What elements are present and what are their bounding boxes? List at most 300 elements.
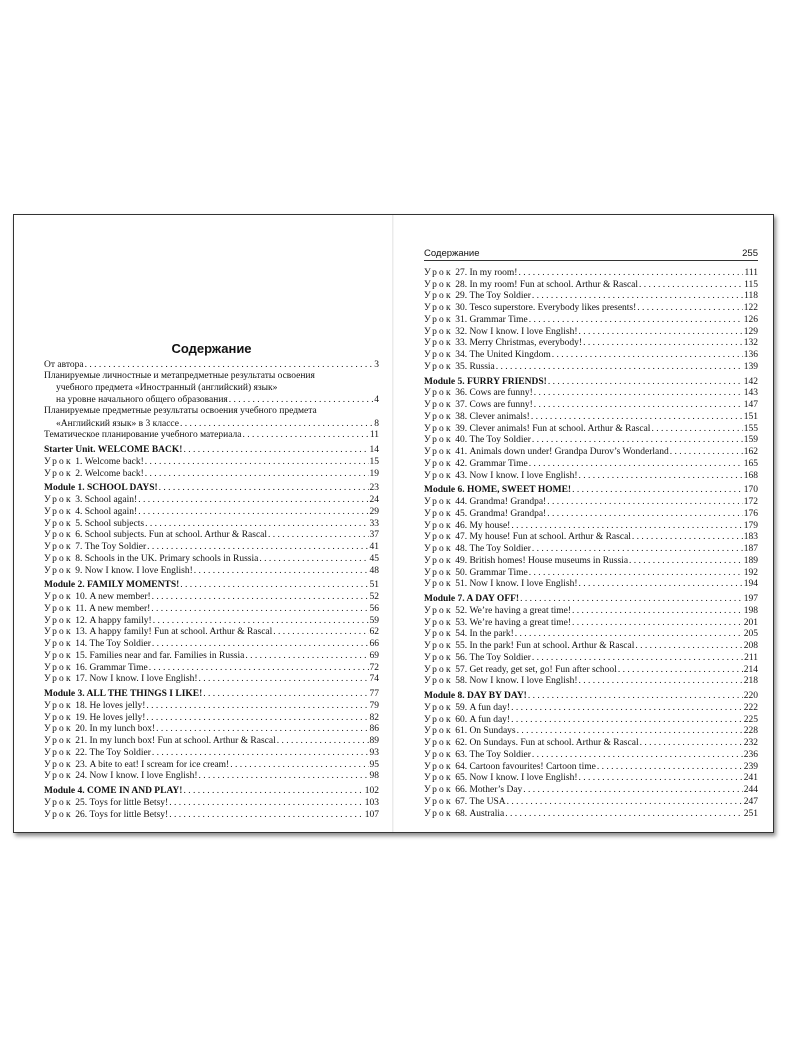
lesson-title: A bite to eat! I scream for ice cream!: [89, 759, 230, 770]
dot-leader: [517, 726, 743, 737]
entry-page: 251: [743, 808, 758, 819]
lesson-word: Урок: [44, 456, 73, 467]
lesson-title: The Toy Soldier: [469, 749, 531, 760]
lesson-word: Урок: [424, 629, 453, 640]
page-title: Содержание: [171, 341, 252, 356]
lesson-entry: [44, 468, 379, 480]
toc-list-right: [424, 267, 758, 820]
lesson-title: The Toy Soldier: [469, 652, 531, 663]
dot-leader: [529, 315, 743, 326]
module-heading: [44, 444, 379, 456]
front-line: [44, 406, 379, 418]
lesson-word: Урок: [44, 809, 73, 820]
lesson-word: Урок: [44, 506, 73, 517]
lesson-word: Урок: [424, 702, 453, 713]
lesson-word: Урок: [424, 785, 453, 795]
entry-label: [44, 542, 146, 553]
lesson-word: Урок: [424, 350, 453, 360]
gutter: [392, 215, 394, 832]
lesson-entry: [44, 615, 379, 627]
dot-leader: [518, 268, 743, 279]
dot-leader: [637, 303, 742, 314]
lesson-entry: [424, 543, 758, 555]
lesson-entry: [44, 759, 379, 771]
lesson-word: Урок: [424, 617, 453, 628]
lesson-entry: [424, 314, 758, 326]
lesson-word: Урок: [44, 712, 73, 723]
lesson-number: 5.: [75, 518, 83, 529]
entry-label: [44, 469, 144, 480]
entry-page: 168: [743, 470, 758, 481]
lesson-title: A fun day!: [469, 702, 511, 713]
dot-leader: [532, 435, 743, 446]
entry-label: [44, 519, 144, 530]
entry-page: 62: [369, 627, 379, 638]
lesson-word: Урок: [424, 738, 453, 748]
lesson-entry: [44, 747, 379, 759]
entry-page: 118: [744, 291, 758, 302]
dot-leader: [511, 715, 743, 726]
lesson-title: Toys for little Betsy!: [89, 797, 169, 808]
lesson-word: Урок: [424, 326, 453, 337]
entry-page: 208: [743, 641, 758, 651]
lesson-entry: [44, 518, 379, 530]
entry-page: 4: [374, 395, 379, 405]
entry-label: [44, 748, 151, 759]
dot-leader: [579, 327, 743, 338]
lesson-number: 46.: [455, 520, 468, 531]
lesson-title: My house! Fun at school. Arthur & Rascal: [469, 532, 631, 543]
dot-leader: [532, 544, 743, 555]
entry-page: 95: [369, 759, 379, 770]
lesson-word: Урок: [424, 470, 453, 481]
dot-leader: [579, 471, 743, 482]
lesson-entry: [424, 279, 758, 291]
lesson-word: Урок: [424, 291, 453, 302]
lesson-word: Урок: [424, 423, 453, 434]
module-title: Module 5. FURRY FRIENDS!: [424, 376, 547, 387]
lesson-word: Урок: [44, 542, 73, 552]
lesson-word: Урок: [424, 314, 453, 325]
module-heading: [424, 485, 758, 497]
module-title: Module 6. HOME, SWEET HOME!: [424, 485, 572, 496]
entry-label: [424, 618, 571, 629]
entry-label: [44, 663, 148, 674]
entry-label: [424, 291, 531, 302]
lesson-entry: [44, 553, 379, 565]
lesson-entry: [424, 773, 758, 785]
entry-page: 14: [369, 445, 379, 455]
lesson-title: Clever animals! Fun at school. Arthur & Rascal: [469, 423, 651, 434]
dot-leader: [532, 653, 743, 664]
entry-label: [44, 771, 198, 782]
front-title: на уровне начального общего образования: [56, 395, 228, 405]
module-heading: [44, 580, 379, 592]
lesson-number: 25.: [75, 797, 88, 808]
lesson-entry: [424, 796, 758, 808]
dot-leader: [145, 457, 369, 468]
entry-page: 79: [369, 700, 379, 711]
entry-label: [44, 430, 241, 441]
dot-leader: [151, 604, 368, 615]
lesson-word: Урок: [424, 714, 453, 725]
entry-label: [424, 315, 528, 326]
lesson-entry: [424, 617, 758, 629]
entry-page: 165: [743, 458, 758, 469]
entry-label: [44, 689, 202, 700]
lesson-title: Merry Christmas, everybody!: [469, 338, 583, 349]
lesson-number: 17.: [75, 674, 88, 685]
entry-page: 228: [743, 726, 758, 737]
entry-label: [424, 485, 571, 496]
entry-page: 176: [743, 508, 758, 519]
dot-leader: [183, 786, 363, 797]
entry-page: 247: [743, 796, 758, 807]
lesson-title: Now I know. I love English!: [84, 565, 193, 576]
lesson-title: Families near and far. Families in Russia: [89, 650, 245, 661]
lesson-word: Урок: [44, 797, 73, 808]
dot-leader: [496, 362, 743, 373]
entry-label: [56, 395, 228, 406]
entry-label: [424, 544, 531, 555]
lesson-number: 51.: [455, 579, 468, 590]
entry-page: 56: [369, 603, 379, 614]
entry-label: [424, 350, 551, 361]
lesson-number: 59.: [455, 702, 468, 713]
lesson-number: 45.: [455, 508, 468, 519]
entry-label: [44, 457, 144, 468]
module-title: Module 4. COME IN AND PLAY!: [44, 786, 183, 796]
lesson-word: Урок: [44, 518, 73, 529]
lesson-word: Урок: [424, 267, 453, 278]
lesson-title: Now I know. I love English!: [469, 773, 578, 784]
dot-leader: [245, 651, 368, 662]
module-title: Module 3. ALL THE THINGS I LIKE!: [44, 689, 203, 699]
lesson-entry: [424, 291, 758, 303]
lesson-word: Урок: [424, 361, 453, 372]
lesson-title: Now I know. I love English!: [469, 470, 578, 481]
entry-label: [424, 556, 628, 567]
front-line: [44, 383, 379, 395]
front-line: [44, 371, 379, 383]
lesson-entry: [44, 506, 379, 518]
lesson-title: Grandma! Grandpa!: [469, 497, 547, 507]
lesson-entry: [424, 470, 758, 482]
entry-page: 115: [744, 279, 758, 290]
lesson-number: 31.: [455, 314, 468, 325]
entry-label: [424, 809, 504, 820]
lesson-number: 14.: [75, 639, 88, 649]
entry-label: [424, 715, 510, 726]
lesson-word: Урок: [424, 773, 453, 784]
lesson-entry: [424, 399, 758, 411]
dot-leader: [528, 691, 743, 702]
lesson-title: School again!: [84, 495, 138, 505]
dot-leader: [259, 554, 368, 565]
dot-leader: [180, 580, 368, 591]
entry-label: [44, 674, 198, 685]
module-title: Module 2. FAMILY MOMENTS!: [44, 580, 180, 591]
lesson-number: 36.: [455, 388, 468, 399]
entry-page: 198: [743, 605, 758, 616]
dot-leader: [159, 483, 369, 494]
entry-page: 232: [743, 738, 758, 748]
entry-page: 111: [744, 267, 758, 278]
entry-page: 129: [743, 326, 758, 337]
entry-page: 59: [369, 615, 379, 626]
lesson-word: Урок: [44, 650, 73, 661]
dot-leader: [152, 592, 369, 603]
entry-page: 214: [743, 664, 758, 675]
lesson-number: 42.: [455, 458, 468, 469]
lesson-word: Урок: [424, 411, 453, 422]
lesson-word: Урок: [424, 605, 453, 616]
entry-label: [424, 773, 578, 784]
entry-page: 211: [744, 652, 758, 663]
entry-page: 241: [743, 773, 758, 784]
front-entry: [44, 394, 379, 406]
lesson-entry: [424, 326, 758, 338]
dot-leader: [572, 618, 743, 629]
lesson-number: 21.: [75, 736, 88, 746]
lesson-entry: [44, 494, 379, 506]
dot-leader: [511, 521, 742, 532]
entry-label: [44, 810, 168, 821]
lesson-number: 22.: [75, 747, 88, 758]
lesson-title: Now I know. I love English!: [469, 579, 578, 590]
front-title: Планируемые личностные и метапредметные результаты освоения: [44, 370, 315, 381]
dot-leader: [651, 424, 742, 435]
entry-page: 197: [743, 594, 758, 604]
entry-page: 162: [743, 447, 758, 457]
lesson-title: On Sundays: [469, 726, 516, 737]
front-title: Планируемые предметные результаты освоения учебного предмета: [44, 406, 317, 416]
lesson-word: Урок: [424, 544, 453, 554]
lesson-number: 4.: [75, 506, 83, 517]
dot-leader: [183, 445, 368, 456]
lesson-number: 35.: [455, 361, 468, 372]
lesson-entry: [424, 784, 758, 796]
lesson-title: Now I know. I love English!: [469, 676, 578, 687]
lesson-number: 52.: [455, 605, 468, 616]
dot-leader: [629, 556, 743, 567]
lesson-number: 60.: [455, 714, 468, 725]
lesson-number: 9.: [75, 565, 83, 576]
dot-leader: [145, 469, 369, 480]
entry-page: 52: [369, 592, 379, 602]
entry-page: 205: [743, 629, 758, 640]
lesson-number: 68.: [455, 808, 468, 819]
lesson-word: Урок: [44, 639, 73, 649]
lesson-number: 37.: [455, 400, 468, 410]
dot-leader: [579, 773, 743, 784]
lesson-title: Grammar Time: [469, 314, 528, 325]
lesson-title: School again!: [84, 506, 138, 517]
lesson-number: 41.: [455, 447, 468, 457]
dot-leader: [505, 809, 742, 820]
lesson-entry: [44, 627, 379, 639]
lesson-title: Clever animals!: [469, 411, 530, 422]
lesson-number: 30.: [455, 303, 468, 313]
entry-label: [424, 424, 650, 435]
lesson-number: 24.: [75, 771, 88, 782]
dot-leader: [579, 579, 743, 590]
dot-leader: [230, 760, 368, 771]
front-title: учебного предмета «Иностранный (английский) язык»: [56, 382, 278, 393]
lesson-word: Урок: [424, 508, 453, 519]
entry-label: [424, 521, 510, 532]
dot-leader: [520, 594, 743, 605]
dot-leader: [156, 724, 368, 735]
lesson-entry: [424, 411, 758, 423]
module-heading: [44, 483, 379, 495]
entry-page: 239: [743, 761, 758, 772]
entry-label: [44, 592, 151, 603]
entry-page: 179: [743, 520, 758, 531]
dot-leader: [199, 771, 369, 782]
entry-label: [424, 497, 546, 508]
dot-leader: [572, 606, 743, 617]
dot-leader: [583, 338, 743, 349]
lesson-word: Урок: [44, 468, 73, 479]
entry-page: 74: [369, 674, 379, 685]
entry-page: 151: [743, 411, 758, 422]
lesson-number: 3.: [75, 495, 83, 505]
lesson-title: A happy family!: [89, 615, 152, 626]
entry-page: 15: [369, 456, 379, 467]
dot-leader: [149, 663, 369, 674]
lesson-entry: [44, 638, 379, 650]
lesson-title: The Toy Soldier: [89, 747, 151, 758]
lesson-title: The United Kingdom: [469, 350, 551, 360]
lesson-entry: [424, 808, 758, 820]
lesson-entry: [44, 674, 379, 686]
page-number: 255: [742, 248, 758, 259]
dot-leader: [146, 713, 368, 724]
entry-label: [424, 665, 617, 676]
entry-label: [44, 554, 258, 565]
lesson-title: A new member!: [89, 592, 151, 602]
lesson-number: 16.: [75, 662, 88, 673]
entry-label: [424, 532, 631, 543]
lesson-title: A new member!: [89, 603, 151, 614]
entry-label: [44, 580, 179, 591]
lesson-number: 27.: [455, 267, 468, 278]
lesson-entry: [44, 724, 379, 736]
lesson-title: Welcome back!: [84, 468, 144, 479]
entry-page: 220: [743, 691, 758, 701]
lesson-word: Урок: [44, 747, 73, 758]
dot-leader: [147, 542, 368, 553]
lesson-word: Урок: [424, 749, 453, 760]
lesson-word: Урок: [44, 759, 73, 770]
lesson-title: We’re having a great time!: [469, 617, 572, 628]
dot-leader: [194, 566, 369, 577]
dot-leader: [273, 627, 368, 638]
lesson-word: Урок: [424, 532, 453, 543]
entry-label: [424, 435, 531, 446]
lesson-entry: [44, 700, 379, 712]
entry-label: [424, 797, 506, 808]
lesson-entry: [44, 650, 379, 662]
lesson-entry: [424, 446, 758, 458]
lesson-number: 40.: [455, 435, 468, 446]
lesson-word: Урок: [424, 435, 453, 446]
lesson-title: In my lunch box!: [89, 724, 156, 735]
dot-leader: [242, 430, 368, 441]
lesson-title: The Toy Soldier: [84, 542, 147, 552]
dot-leader: [277, 736, 369, 747]
lesson-title: The Toy Soldier: [469, 435, 531, 446]
lesson-entry: [424, 737, 758, 749]
dot-leader: [199, 674, 369, 685]
entry-page: 201: [743, 617, 758, 628]
entry-page: 236: [743, 749, 758, 760]
lesson-number: 38.: [455, 411, 468, 422]
lesson-word: Урок: [424, 388, 453, 399]
dot-leader: [552, 350, 743, 361]
lesson-number: 49.: [455, 555, 468, 566]
lesson-entry: [424, 714, 758, 726]
lesson-entry: [424, 267, 758, 279]
front-entry: [44, 359, 379, 371]
lesson-number: 6.: [75, 530, 83, 541]
lesson-word: Урок: [424, 279, 453, 290]
lesson-number: 18.: [75, 700, 88, 711]
module-heading: [424, 690, 758, 702]
lesson-entry: [424, 726, 758, 738]
lesson-entry: [424, 567, 758, 579]
lesson-title: Cows are funny!: [469, 400, 533, 410]
entry-page: 244: [743, 785, 758, 795]
lesson-number: 32.: [455, 326, 468, 337]
entry-label: [424, 738, 639, 749]
dot-leader: [529, 459, 743, 470]
dot-leader: [511, 703, 743, 714]
entry-page: 3: [374, 359, 379, 370]
lesson-entry: [424, 761, 758, 773]
dot-leader: [203, 689, 368, 700]
dot-leader: [597, 762, 743, 773]
lesson-word: Урок: [44, 736, 73, 746]
module-title: Starter Unit. WELCOME BACK!: [44, 445, 183, 455]
lesson-number: 56.: [455, 652, 468, 663]
lesson-entry: [44, 662, 379, 674]
lesson-word: Урок: [424, 676, 453, 687]
front-title: От автора: [44, 359, 84, 370]
lesson-number: 50.: [455, 567, 468, 578]
dot-leader: [152, 748, 369, 759]
lesson-title: We’re having a great time!: [469, 605, 572, 616]
lesson-word: Урок: [44, 724, 73, 735]
lesson-word: Урок: [44, 495, 73, 505]
lesson-word: Урок: [424, 458, 453, 469]
lesson-entry: [424, 423, 758, 435]
entry-page: 82: [369, 712, 379, 723]
lesson-word: Урок: [44, 553, 73, 564]
lesson-title: The Toy Soldier: [469, 291, 531, 302]
module-heading: [424, 593, 758, 605]
dot-leader: [146, 701, 368, 712]
lesson-title: Now I know. I love English!: [89, 771, 198, 782]
front-entry: [44, 430, 379, 442]
lesson-word: Урок: [424, 338, 453, 349]
entry-label: [424, 606, 571, 617]
lesson-entry: [424, 640, 758, 652]
entry-label: [424, 327, 578, 338]
entry-label: [44, 360, 84, 371]
lesson-word: Урок: [424, 497, 453, 507]
